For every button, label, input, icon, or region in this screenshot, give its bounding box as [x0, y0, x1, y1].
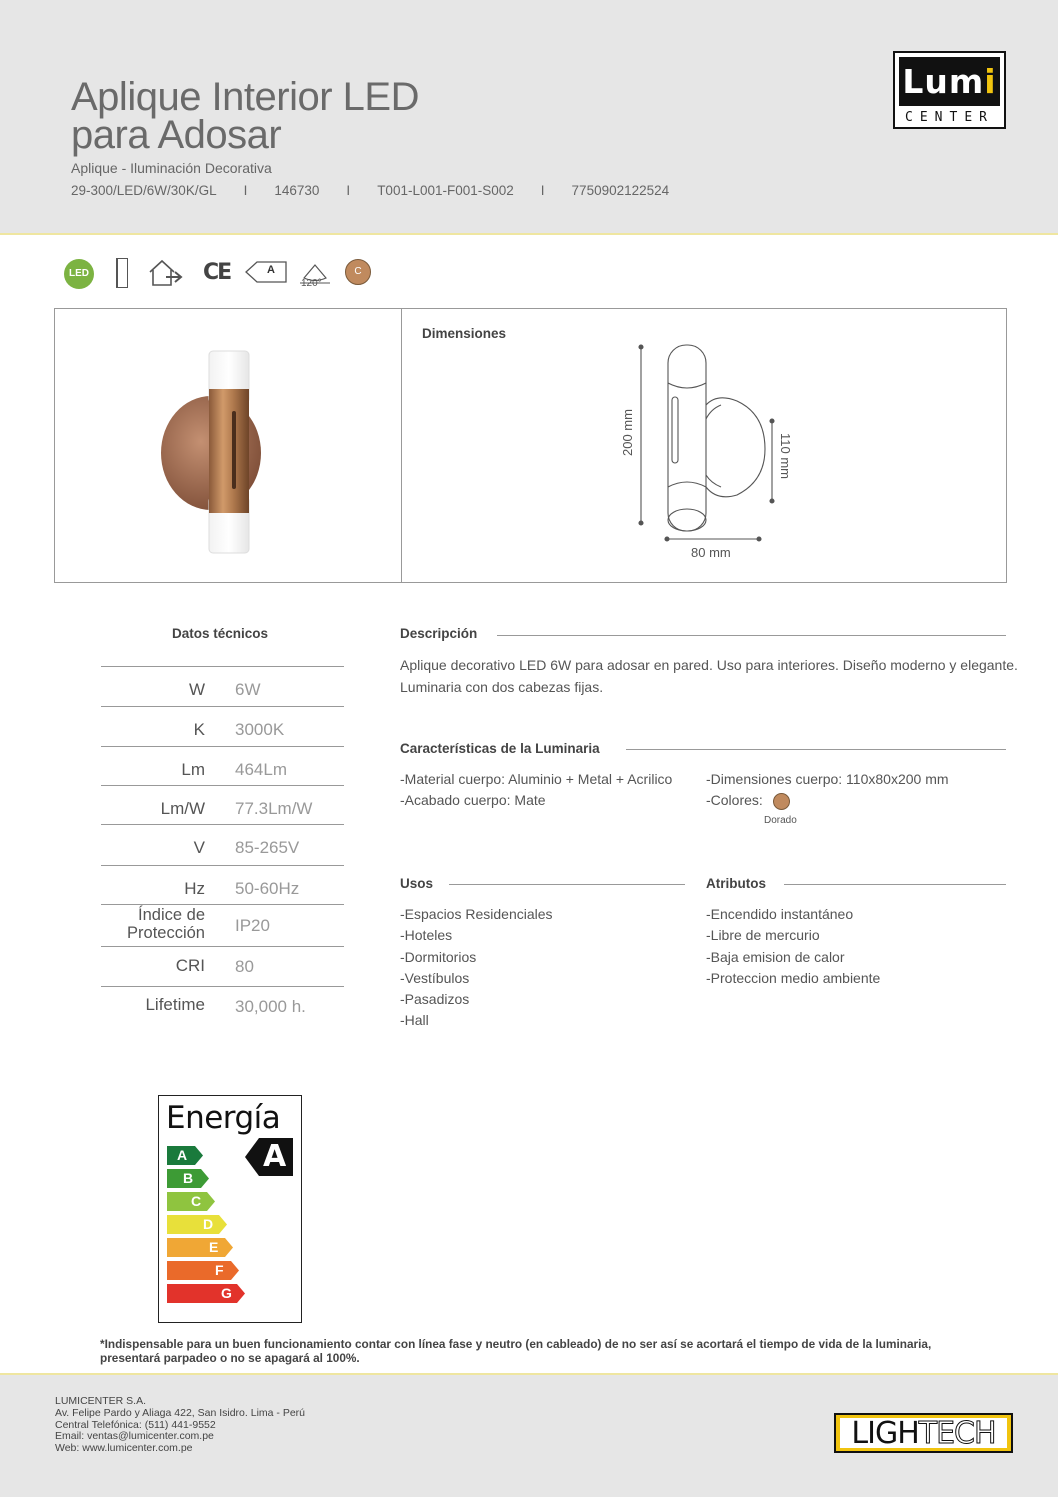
color-swatch-dorado	[773, 793, 790, 810]
attributes-title: Atributos	[706, 876, 766, 891]
energy-class-letter: A	[263, 1139, 287, 1174]
characteristics-list-right	[706, 769, 949, 812]
footer	[0, 1373, 1058, 1497]
energy-band-g: G	[221, 1285, 232, 1301]
product-codes	[71, 183, 669, 198]
list-item: -Encendido instantáneo	[706, 906, 854, 922]
dimensions-title: Dimensiones	[422, 326, 507, 341]
list-item: -Vestíbulos	[400, 969, 470, 986]
table-row: Lifetime 30,000 h.	[101, 986, 344, 1026]
depth-dimension: 110 mm	[778, 433, 793, 479]
led-icon: LED	[64, 259, 94, 289]
wall-mount-icon	[116, 258, 128, 288]
characteristics-list-left	[400, 769, 672, 812]
table-row: Hz 50-60Hz	[101, 865, 344, 904]
lightech-logo: LIGHTECH	[834, 1413, 1013, 1453]
code-separator: I	[243, 183, 248, 198]
page-title	[71, 75, 419, 157]
indoor-house-icon	[148, 258, 184, 288]
product-code: T001-L001-F001-S002	[377, 183, 514, 198]
description-title: Descripción	[400, 626, 478, 641]
table-row: CRI 80	[101, 946, 344, 986]
product-image-box	[54, 308, 1007, 583]
energy-title: Energía	[166, 1100, 281, 1136]
color-name: Dorado	[764, 815, 797, 826]
energy-band-f: F	[215, 1262, 224, 1278]
title-line-1: Aplique Interior LED	[71, 75, 419, 119]
height-dimension: 200 mm	[620, 409, 635, 456]
beam-angle-label: 120°	[301, 278, 322, 289]
tech-data-title: Datos técnicos	[172, 626, 269, 641]
table-row: Lm/W 77.3Lm/W	[101, 785, 344, 824]
characteristics-title: Características de la Luminaria	[400, 741, 600, 756]
product-code: 7750902122524	[571, 183, 670, 198]
energy-band-a: A	[177, 1147, 188, 1163]
energy-label	[158, 1095, 302, 1323]
tech-data-table	[101, 666, 344, 1026]
uses-title: Usos	[400, 876, 434, 891]
footnote: *Indispensable para un buen funcionamiento contar con línea fase y neutro (en cableado) de no ser así se acortará el tiempo de vida de la luminaria, presentará parpadeo o no se apagará al 100%.	[100, 1337, 932, 1365]
energy-class-letter: A	[267, 264, 275, 276]
width-dimension: 80 mm	[691, 545, 731, 560]
product-code: 29-300/LED/6W/30K/GL	[71, 183, 217, 198]
energy-band-c: C	[191, 1193, 202, 1209]
description-text: Aplique decorativo LED 6W para adosar en pared. Uso para interiores. Diseño moderno y elegante. Luminaria con dos cabezas fijas.	[400, 657, 1018, 695]
list-item: -Hoteles	[400, 927, 453, 944]
product-code: 146730	[274, 183, 320, 198]
list-item: -Acabado cuerpo: Mate	[400, 792, 546, 809]
table-row: W 6W	[101, 666, 344, 706]
code-separator: I	[346, 183, 351, 198]
attributes-list	[706, 904, 880, 989]
table-row: V 85-265V	[101, 824, 344, 865]
list-item: -Espacios Residenciales	[400, 906, 553, 922]
list-item: -Proteccion medio ambiente	[706, 969, 881, 986]
table-row: Lm 464Lm	[101, 746, 344, 785]
code-separator: I	[540, 183, 545, 198]
list-item: -Libre de mercurio	[706, 927, 820, 944]
table-row: Índice de Protección IP20	[101, 904, 344, 946]
company-info: LUMICENTER S.A. Av. Felipe Pardo y Aliaga 422, San Isidro. Lima - Perú Central Telefónica: (511) 441-9552 Email: ventas@lumicenter.com.pe Web: www.lumicenter.com.pe	[55, 1395, 305, 1455]
energy-band-e: E	[209, 1239, 219, 1255]
product-photo	[155, 347, 275, 557]
energy-class-icon	[245, 260, 287, 284]
energy-band-b: B	[183, 1170, 194, 1186]
title-line-2: para Adosar	[71, 113, 282, 157]
subtitle: Aplique - Iluminación Decorativa	[71, 160, 272, 176]
color-code-icon: C	[345, 259, 371, 285]
energy-band-d: D	[203, 1216, 214, 1232]
list-item: -Dormitorios	[400, 948, 477, 965]
lumicenter-logo: Lumi CENTER	[893, 51, 1006, 129]
table-row: K 3000K	[101, 706, 344, 746]
list-item: -Dimensiones cuerpo: 110x80x200 mm	[706, 771, 949, 787]
header	[0, 0, 1058, 235]
list-item: -Hall	[400, 1012, 429, 1029]
list-item: -Baja emision de calor	[706, 948, 845, 965]
uses-list	[400, 904, 553, 1032]
list-item: -Pasadizos	[400, 991, 470, 1008]
ce-mark-icon: CE	[203, 260, 231, 285]
dimensions-drawing	[625, 339, 865, 554]
list-item: -Material cuerpo: Aluminio + Metal + Acrilico	[400, 771, 673, 787]
list-item: -Colores:	[706, 792, 763, 809]
